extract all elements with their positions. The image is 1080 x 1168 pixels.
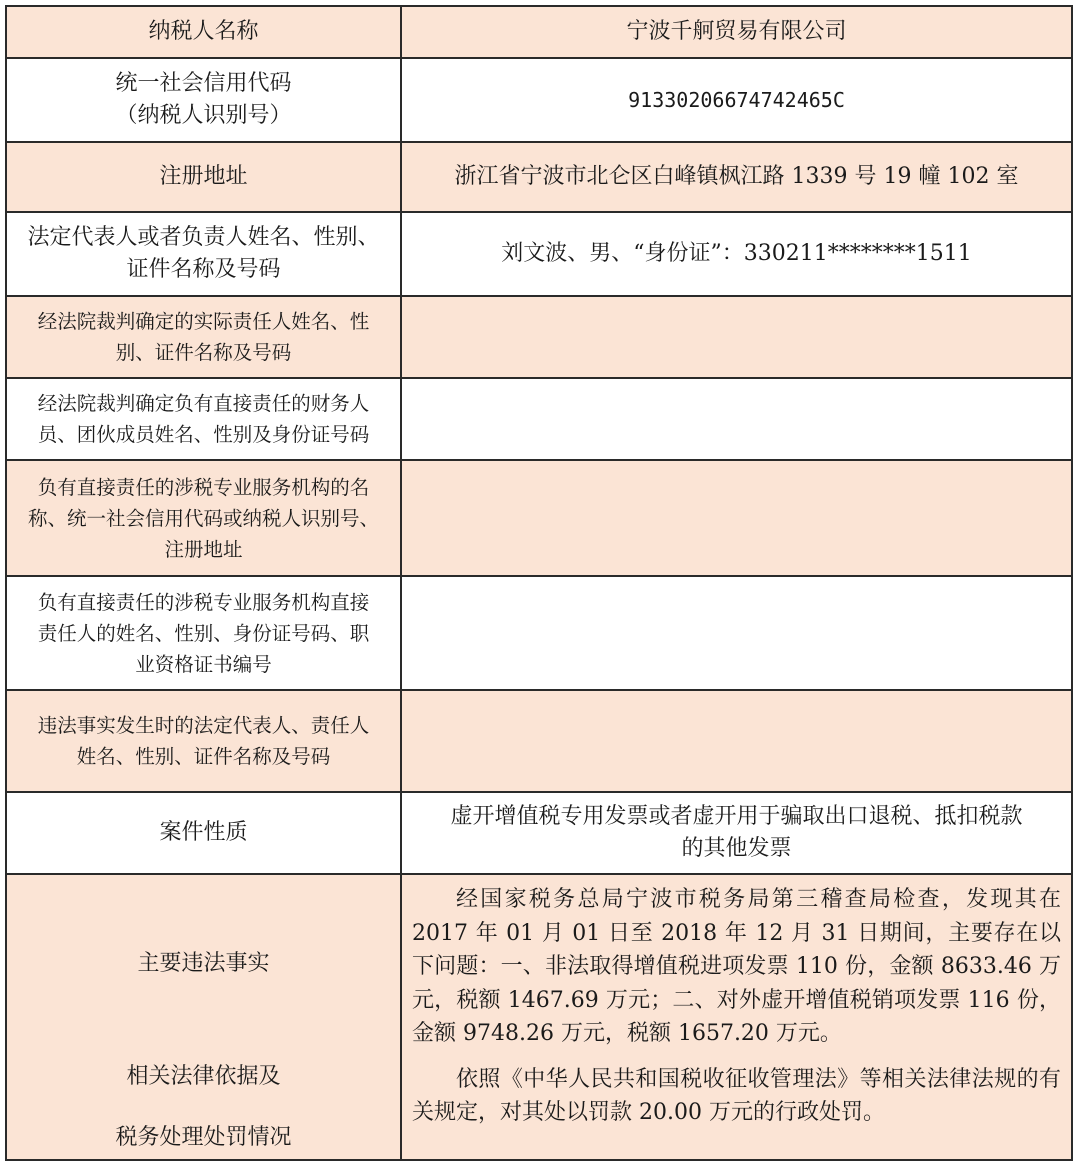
tax-info-table (5, 5, 1073, 1161)
label-agency-line2: 称、统一社会信用代码或纳税人识别号、 (27, 506, 379, 530)
facts-paragraph: 经国家税务总局宁波市税务局第三稽查局检查，发现其在 2017 年 01 月 01 日至 2018 年 12 月 31 日期间，主要存在以下问题：一、非法取得增值税进项发票 110 份，金额 8633.46 万元，税额 1467.69 万元；二、对外虚开增值税销项发票 116 份，金额 9748.26 万元，税额 1657.20 万元。 (412, 887, 1061, 1046)
label-violation-rep-line2: 姓名、性别、证件名称及号码 (76, 745, 331, 768)
row-agency-person (6, 576, 1072, 690)
label-reg-address: 注册地址 (6, 142, 401, 212)
label-main-facts: 主要违法事实 (137, 951, 270, 976)
value-case-nature-line1: 虚开增值税专用发票或者虚开用于骗取出口退税、抵扣税款 (450, 804, 1023, 829)
label-legal-basis-2: 税务处理处罚情况 (115, 1125, 292, 1150)
label-legal-rep-line2: 证件名称及号码 (126, 257, 281, 282)
value-actual-person (401, 296, 1072, 378)
label-taxpayer-name: 纳税人名称 (6, 6, 401, 58)
value-case-nature (401, 792, 1072, 874)
row-violation-rep (6, 690, 1072, 792)
value-finance-person (401, 378, 1072, 460)
row-reg-address (6, 142, 1072, 212)
label-actual-person-line2: 别、证件名称及号码 (115, 341, 292, 364)
label-agency-person (6, 576, 401, 690)
label-case-nature: 案件性质 (6, 792, 401, 874)
row-actual-person (6, 296, 1072, 378)
label-agency-person-line1: 负有直接责任的涉税专业服务机构直接 (37, 590, 370, 614)
label-violation-rep (6, 690, 401, 792)
value-taxpayer-name: 宁波千舸贸易有限公司 (401, 6, 1072, 58)
row-taxpayer-name (6, 6, 1072, 58)
label-facts (6, 874, 401, 1160)
value-case-nature-line2: 的其他发票 (681, 836, 792, 861)
label-agency-person-line3: 业资格证书编号 (135, 652, 272, 676)
label-finance-person-line2: 员、团伙成员姓名、性别及身份证号码 (37, 423, 370, 446)
label-legal-rep (6, 212, 401, 296)
label-agency-person-line2: 责任人的姓名、性别、身份证号码、职 (37, 621, 370, 645)
label-agency-line1: 负有直接责任的涉税专业服务机构的名 (37, 475, 370, 499)
value-violation-rep (401, 690, 1072, 792)
row-credit-code (6, 58, 1072, 142)
row-facts (6, 874, 1072, 1160)
label-legal-rep-line1: 法定代表人或者负责人姓名、性别、 (27, 225, 380, 250)
label-violation-rep-line1: 违法事实发生时的法定代表人、责任人 (37, 714, 370, 737)
label-actual-person-line1: 经法院裁判确定的实际责任人姓名、性 (37, 310, 370, 333)
label-finance-person-line1: 经法院裁判确定负有直接责任的财务人 (37, 392, 370, 415)
label-credit-code-line2: （纳税人识别号） (115, 103, 292, 128)
row-legal-rep (6, 212, 1072, 296)
value-legal-rep: 刘文波、男、“身份证”：330211********1511 (401, 212, 1072, 296)
label-agency (6, 460, 401, 576)
value-reg-address: 浙江省宁波市北仑区白峰镇枫江路 1339 号 19 幢 102 室 (401, 142, 1072, 212)
value-agency (401, 460, 1072, 576)
penalty-paragraph: 依照《中华人民共和国税收征收管理法》等相关法律法规的有关规定，对其处以罚款 20.00 万元的行政处罚。 (412, 1066, 1061, 1125)
value-credit-code: 91330206674742465C (401, 58, 1072, 142)
value-facts (401, 874, 1072, 1160)
label-legal-basis-1: 相关法律依据及 (126, 1064, 281, 1089)
label-finance-person (6, 378, 401, 460)
row-agency (6, 460, 1072, 576)
row-case-nature (6, 792, 1072, 874)
label-agency-line3: 注册地址 (164, 537, 243, 561)
label-credit-code (6, 58, 401, 142)
value-agency-person (401, 576, 1072, 690)
label-credit-code-line1: 统一社会信用代码 (115, 71, 292, 96)
row-finance-person (6, 378, 1072, 460)
label-actual-person (6, 296, 401, 378)
